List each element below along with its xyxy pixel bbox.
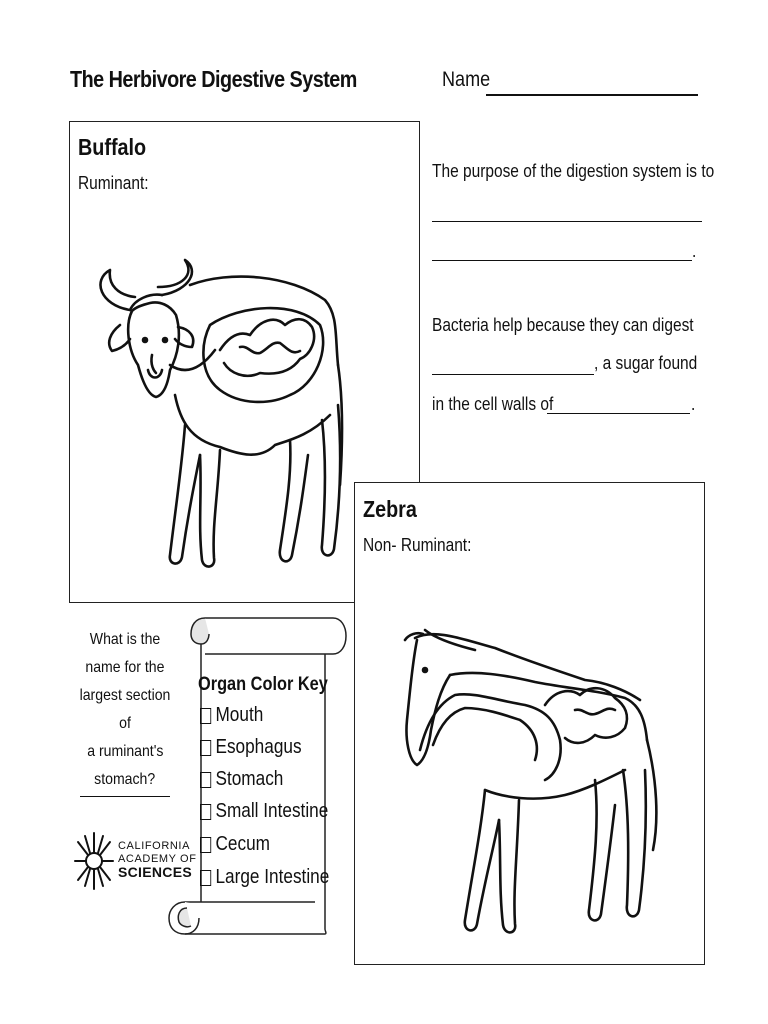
question-line-5: stomach? xyxy=(94,771,156,788)
purpose-period: . xyxy=(692,241,697,261)
key-item-large-intestine[interactable] xyxy=(200,866,329,889)
page-title: The Herbivore Digestive System xyxy=(70,66,357,92)
buffalo-drawing xyxy=(90,255,350,575)
ruminant-question xyxy=(72,626,178,794)
bacteria-blank-1[interactable] xyxy=(432,374,594,375)
bacteria-prompt-line1: Bacteria help because they can digest xyxy=(432,315,694,335)
key-item-esophagus[interactable] xyxy=(200,736,302,759)
bacteria-prompt-line3: in the cell walls of xyxy=(432,394,554,414)
zebra-subtitle: Non- Ruminant: xyxy=(363,535,472,555)
question-line-1: What is the xyxy=(89,631,161,648)
key-item-stomach[interactable] xyxy=(200,768,283,791)
color-key-title: Organ Color Key xyxy=(198,674,328,695)
key-item-label: Stomach xyxy=(215,768,284,790)
question-line-4: a ruminant's xyxy=(86,743,164,760)
logo-line-1: CALIFORNIA xyxy=(118,840,191,852)
cecum-checkbox[interactable] xyxy=(200,837,211,853)
name-blank[interactable] xyxy=(486,94,698,96)
key-item-small-intestine[interactable] xyxy=(200,800,328,823)
buffalo-subtitle: Ruminant: xyxy=(78,173,149,193)
bacteria-prompt-line2: , a sugar found xyxy=(594,353,698,373)
key-item-label: Mouth xyxy=(215,704,264,726)
key-item-label: Esophagus xyxy=(215,736,302,758)
stomach-checkbox[interactable] xyxy=(200,772,211,788)
purpose-blank-2[interactable] xyxy=(432,260,692,261)
question-answer-blank[interactable] xyxy=(80,796,170,797)
question-line-2: name for the xyxy=(85,659,165,676)
name-label: Name xyxy=(442,68,491,91)
large-intestine-checkbox[interactable] xyxy=(200,870,211,886)
question-line-3: largest section of xyxy=(79,687,171,732)
zebra-title: Zebra xyxy=(363,496,417,522)
key-item-label: Small Intestine xyxy=(215,800,329,822)
key-item-label: Large Intestine xyxy=(215,866,330,888)
buffalo-title: Buffalo xyxy=(78,134,147,160)
bacteria-period: . xyxy=(691,394,696,414)
purpose-prompt: The purpose of the digestion system is to xyxy=(432,161,715,181)
bacteria-blank-2[interactable] xyxy=(547,413,690,414)
zebra-drawing xyxy=(395,620,665,950)
esophagus-checkbox[interactable] xyxy=(200,740,211,756)
starburst-icon xyxy=(73,830,115,892)
key-item-mouth[interactable] xyxy=(200,704,263,727)
small-intestine-checkbox[interactable] xyxy=(200,804,211,820)
key-item-label: Cecum xyxy=(215,833,270,855)
logo-line-3: SCIENCES xyxy=(118,864,192,880)
mouth-checkbox[interactable] xyxy=(200,708,211,724)
purpose-blank-1[interactable] xyxy=(432,221,702,222)
logo-line-2: ACADEMY OF xyxy=(118,853,197,865)
key-item-cecum[interactable] xyxy=(200,833,270,856)
